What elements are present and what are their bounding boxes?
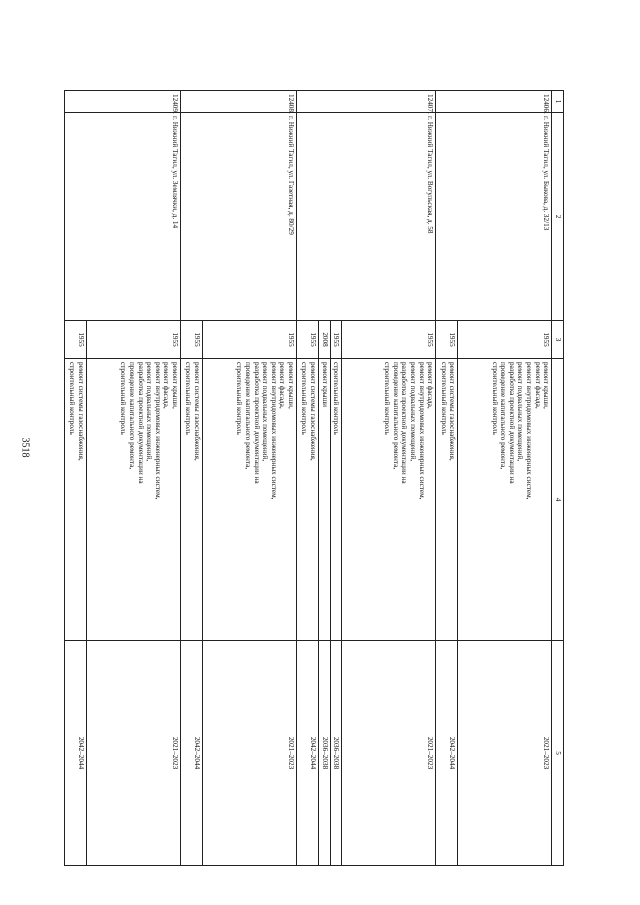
address-cell: г. Нижний Тагил, ул. Быкова, д. 32/13 (436, 113, 552, 321)
period-cell: 2042–2044 (65, 641, 87, 866)
period-cell: 2021–2023 (203, 641, 297, 866)
work-cell: ремонт системы газоснабжения, строительный контроль (297, 359, 319, 641)
year-cell: 1955 (65, 321, 87, 359)
work-cell: строительный контроль (330, 359, 342, 641)
address-cell: г. Нижний Тагил, ул. Газетная, д. 80/29 (181, 113, 297, 321)
address-cell: г. Нижний Тагил, ул. Землячки, д. 14 (65, 113, 181, 321)
work-cell: ремонт фасада, ремонт внутридомовых инженерных систем, ремонт подвальных помещений, разработка проектной документации на проведение капитального ремонта, строительный контроль (342, 359, 436, 641)
year-cell: 1955 (203, 321, 297, 359)
year-cell: 1955 (436, 321, 458, 359)
period-cell: 2042–2044 (181, 641, 203, 866)
year-cell: 1955 (87, 321, 181, 359)
work-cell: ремонт крыши (319, 359, 331, 641)
address-cell: г. Нижний Тагил, ул. Вогульская, д. 58 (297, 113, 436, 321)
repair-schedule-table (64, 90, 564, 866)
header-col-4: 4 (552, 359, 564, 641)
table-container (68, 90, 564, 865)
table-row (87, 91, 181, 866)
work-cell: ремонт системы газоснабжения, строительный контроль (181, 359, 203, 641)
year-cell: 1955 (342, 321, 436, 359)
period-cell: 2042–2044 (297, 641, 319, 866)
period-cell: 2021–2023 (342, 641, 436, 866)
year-cell: 1955 (297, 321, 319, 359)
work-cell: ремонт системы газоснабжения, строительный контроль (436, 359, 458, 641)
header-row (552, 91, 564, 866)
header-col-2: 2 (552, 113, 564, 321)
year-cell: 1955 (458, 321, 552, 359)
header-col-3: 3 (552, 321, 564, 359)
year-cell: 2008 (319, 321, 331, 359)
table-body (65, 91, 552, 866)
work-cell: ремонт крыши, ремонт фасада, ремонт внутридомовых инженерных систем, ремонт подвальных помещений, разработка проектной документации на проведение капитального ремонта, строительный контроль (458, 359, 552, 641)
period-cell: 2036–2038 (330, 641, 342, 866)
page-number: 3518 (19, 437, 31, 458)
header-col-5: 5 (552, 641, 564, 866)
period-cell: 2042–2044 (436, 641, 458, 866)
period-cell: 2021–2023 (458, 641, 552, 866)
period-cell: 2021–2023 (87, 641, 181, 866)
work-cell: ремонт крыши, ремонт фасада, ремонт внутридомовых инженерных систем, ремонт подвальных помещений, разработка проектной документации на проведение капитального ремонта, строительный контроль (203, 359, 297, 641)
year-cell: 1955 (181, 321, 203, 359)
row-number: 12407. (297, 91, 436, 113)
table-row (203, 91, 297, 866)
table-row (342, 91, 436, 866)
header-col-1: 1 (552, 91, 564, 113)
work-cell: ремонт крыши, ремонт фасада, ремонт внутридомовых инженерных систем, ремонт подвальных помещений, разработка проектной документации на проведение капитального ремонта, строительный контроль (87, 359, 181, 641)
table-row (458, 91, 552, 866)
period-cell: 2036–2038 (319, 641, 331, 866)
year-cell: 1955 (330, 321, 342, 359)
row-number: 12409. (65, 91, 181, 113)
row-number: 12408. (181, 91, 297, 113)
work-cell: ремонт системы газоснабжения, строительный контроль (65, 359, 87, 641)
row-number: 12406. (436, 91, 552, 113)
